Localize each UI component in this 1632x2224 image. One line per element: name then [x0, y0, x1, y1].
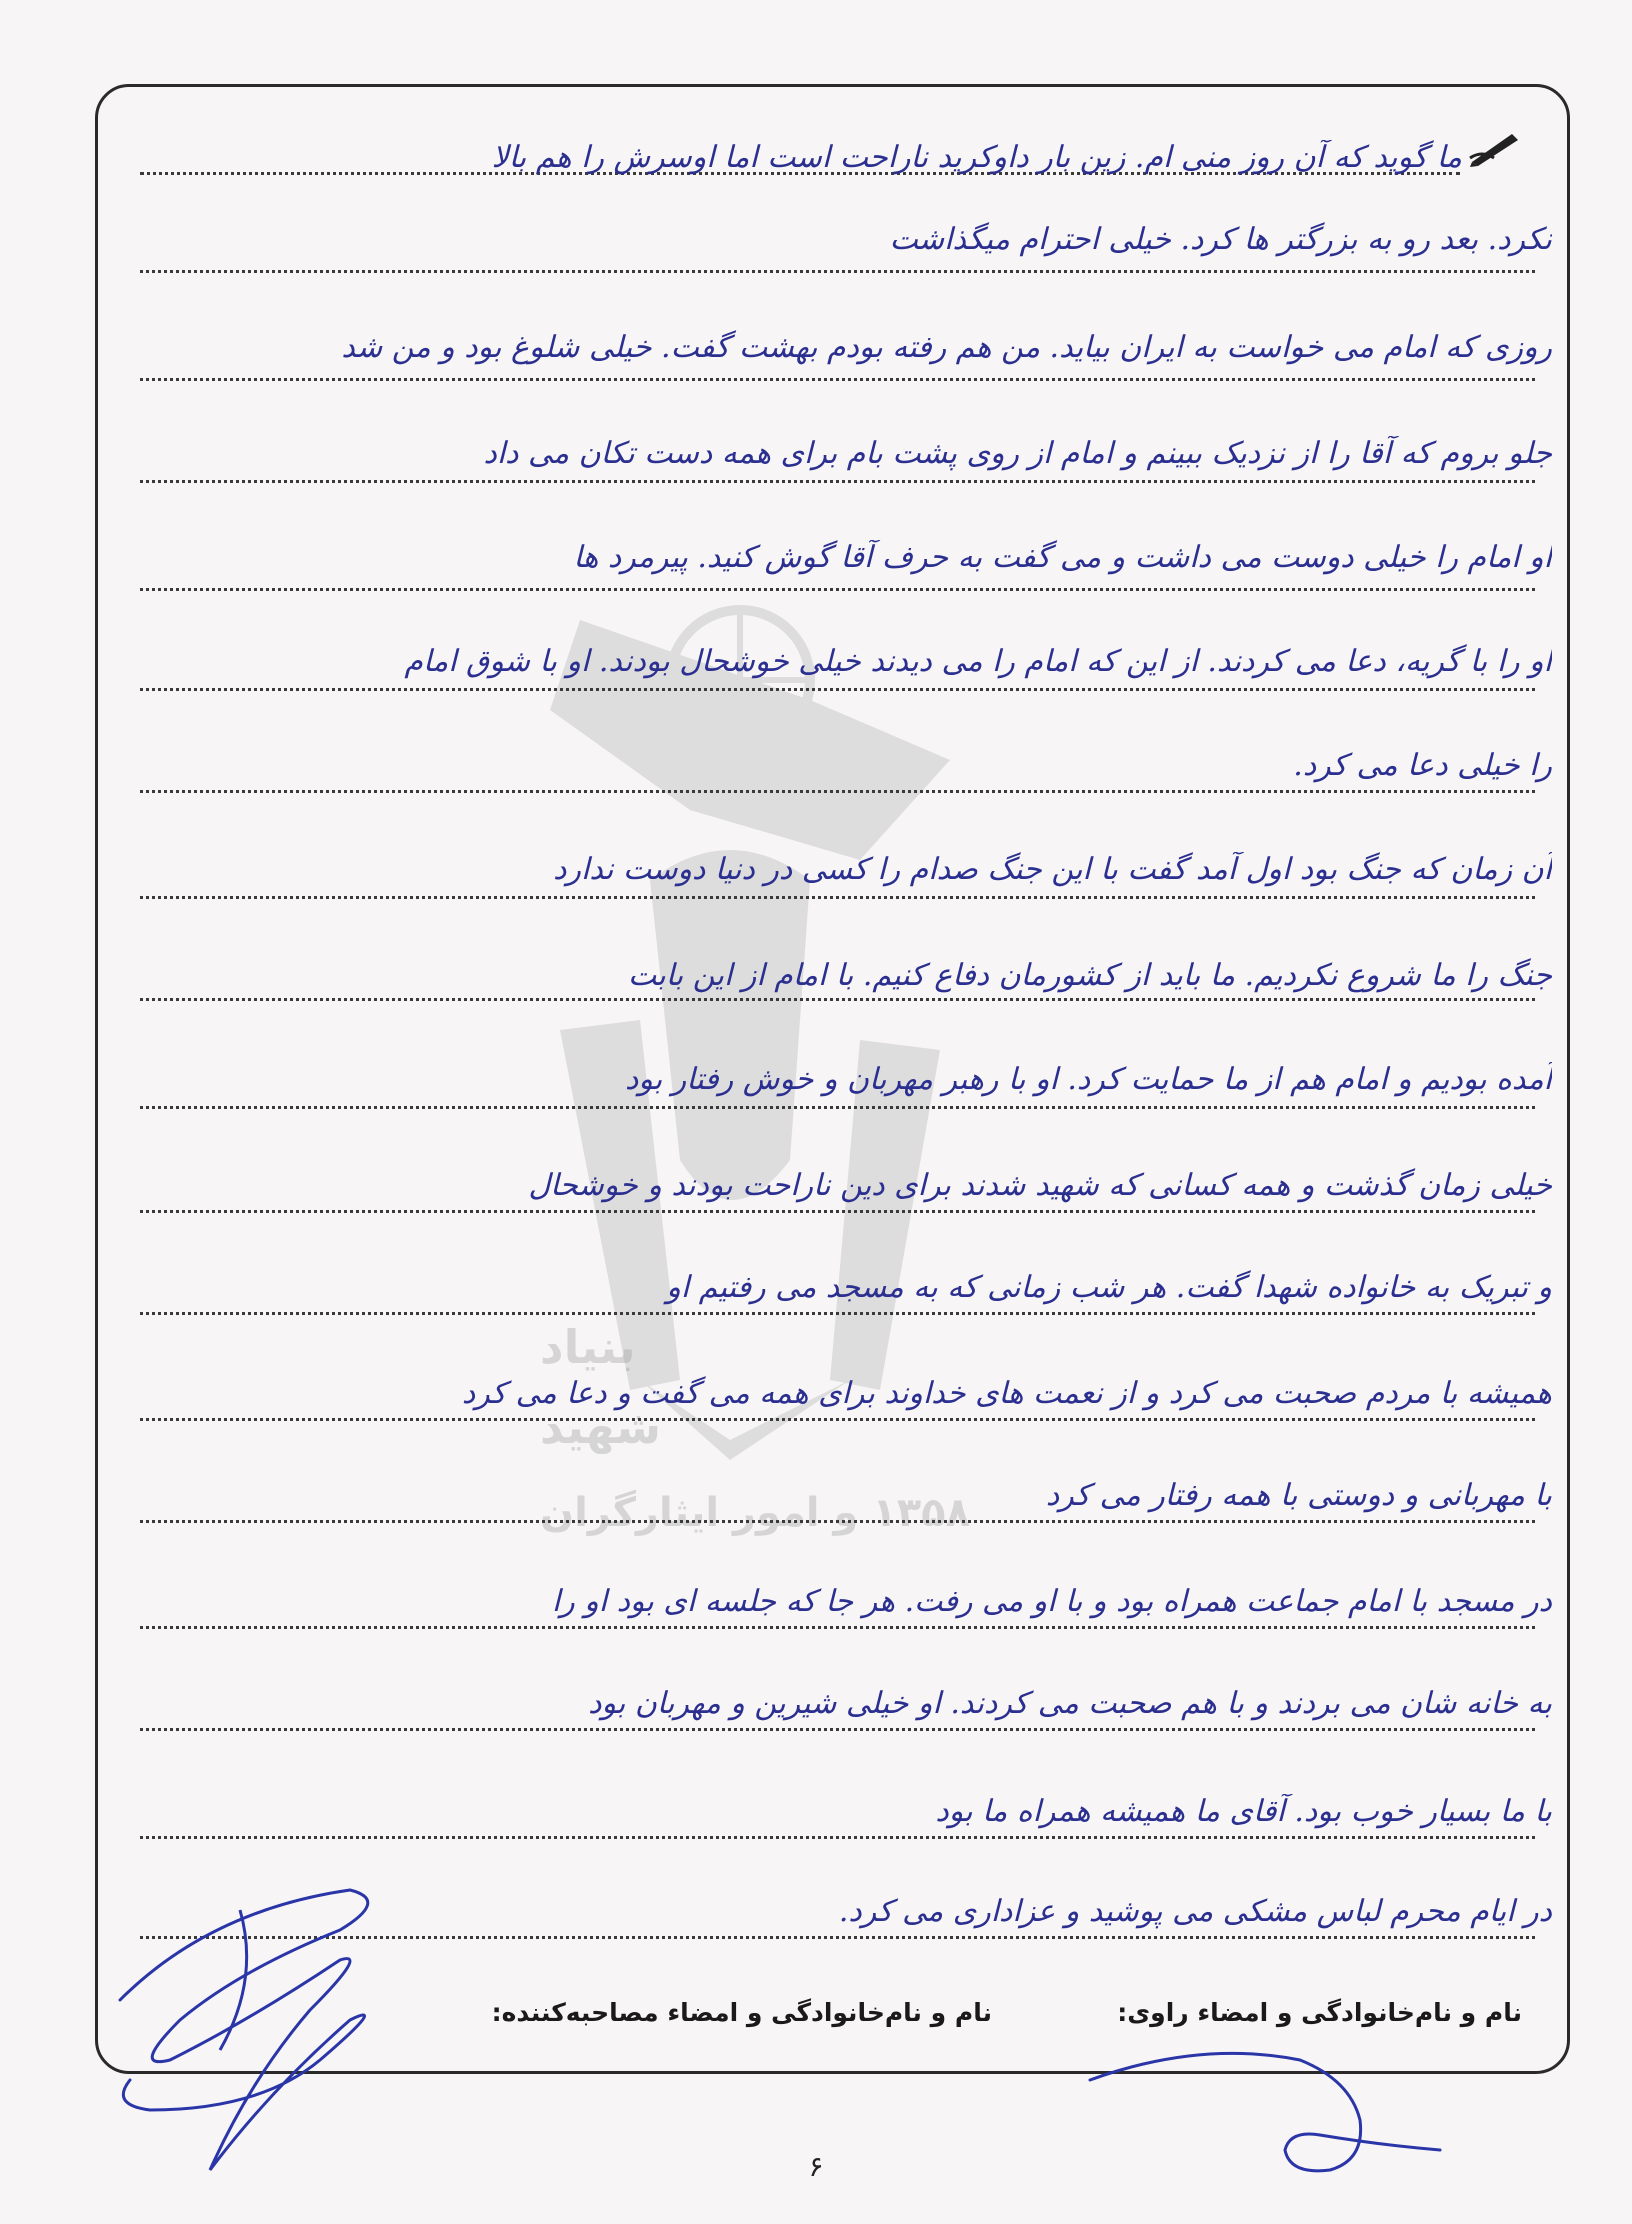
- handwritten-line: جنگ را ما شروع نکردیم. ما باید از کشورمان دفاع کنیم. با امام از این بابت: [627, 958, 1552, 993]
- narrator-signature: [90, 1870, 430, 2190]
- writing-rule: [140, 1210, 1535, 1213]
- writing-rule: [140, 588, 1535, 591]
- writing-rule: [140, 378, 1535, 381]
- handwritten-line: جلو بروم که آقا را از نزدیک ببینم و امام از روی پشت بام برای همه دست تکان می داد: [483, 436, 1552, 471]
- handwritten-line: همیشه با مردم صحبت می کرد و از نعمت های خداوند برای همه می گفت و دعا می کرد: [461, 1376, 1552, 1411]
- writing-rule: [140, 998, 1535, 1001]
- writing-rule: [140, 1836, 1535, 1839]
- handwritten-line: آمده بودیم و امام هم از ما حمایت کرد. او با رهبر مهربان و خوش رفتار بود: [624, 1062, 1552, 1097]
- handwritten-line: با مهربانی و دوستی با همه رفتار می کرد: [1045, 1478, 1552, 1513]
- handwritten-line: و تبریک به خانواده شهدا گفت. هر شب زمانی که به مسجد می رفتیم او: [666, 1270, 1552, 1305]
- handwritten-line: به خانه شان می بردند و با هم صحبت می کردند. او خیلی شیرین و مهربان بود: [588, 1686, 1552, 1721]
- writing-rule: [140, 1728, 1535, 1731]
- handwritten-line: را خیلی دعا می کرد.: [1293, 748, 1552, 783]
- writing-pen-icon: [1468, 128, 1520, 168]
- handwritten-line: او امام را خیلی دوست می داشت و می گفت به حرف آقا گوش کنید. پیرمرد ها: [573, 540, 1552, 575]
- writing-rule: [140, 688, 1535, 691]
- narrator-signature-label: نام و نام‌خانوادگی و امضاء راوی:: [1117, 1998, 1522, 2027]
- writing-rule: [140, 896, 1535, 899]
- handwritten-line: در مسجد با امام جماعت همراه بود و با او می رفت. هر جا که جلسه ای بود او را: [551, 1584, 1552, 1619]
- handwritten-line: نکرد. بعد رو به بزرگتر ها کرد. خیلی احترام میگذاشت: [889, 222, 1552, 257]
- page-number: ۶: [808, 2150, 824, 2183]
- watermark-name-2: شهید: [540, 1400, 661, 1454]
- interviewer-signature-label: نام و نام‌خانوادگی و امضاء مصاحبه‌کننده:: [491, 1998, 992, 2027]
- handwritten-line: با ما بسیار خوب بود. آقای ما همیشه همراه ما بود: [935, 1794, 1552, 1829]
- writing-rule: [140, 1418, 1535, 1421]
- writing-rule: [140, 480, 1535, 483]
- handwritten-line: آن زمان که جنگ بود اول آمد گفت با این جنگ صدام را کسی در دنیا دوست ندارد: [553, 852, 1552, 887]
- writing-rule: [140, 1312, 1535, 1315]
- watermark-name-1: بنیاد: [540, 1320, 636, 1374]
- handwritten-line: ما گوید که آن روز منی ام. زین بار داوکرید ناراحت است اما اوسرش را هم بالا: [491, 140, 1462, 175]
- handwritten-line: خیلی زمان گذشت و همه کسانی که شهید شدند برای دین ناراحت بودند و خوشحال: [528, 1168, 1552, 1203]
- handwritten-line: روزی که امام می خواست به ایران بیاید. من هم رفته بودم بهشت گفت. خیلی شلوغ بود و من شد: [341, 330, 1552, 365]
- handwritten-line: در ایام محرم لباس مشکی می پوشید و عزاداری می کرد.: [838, 1894, 1552, 1929]
- writing-rule: [140, 1520, 1535, 1523]
- handwritten-line: او را با گریه، دعا می کردند. از این که امام را می دیدند خیلی خوشحال بودند. او با شوق امام: [404, 644, 1552, 679]
- writing-rule: [140, 1626, 1535, 1629]
- watermark-subtitle: ۱۳۵۸ و امور ایثارگران: [540, 1490, 970, 1536]
- writing-rule: [140, 270, 1535, 273]
- writing-rule: [140, 790, 1535, 793]
- writing-rule: [140, 1106, 1535, 1109]
